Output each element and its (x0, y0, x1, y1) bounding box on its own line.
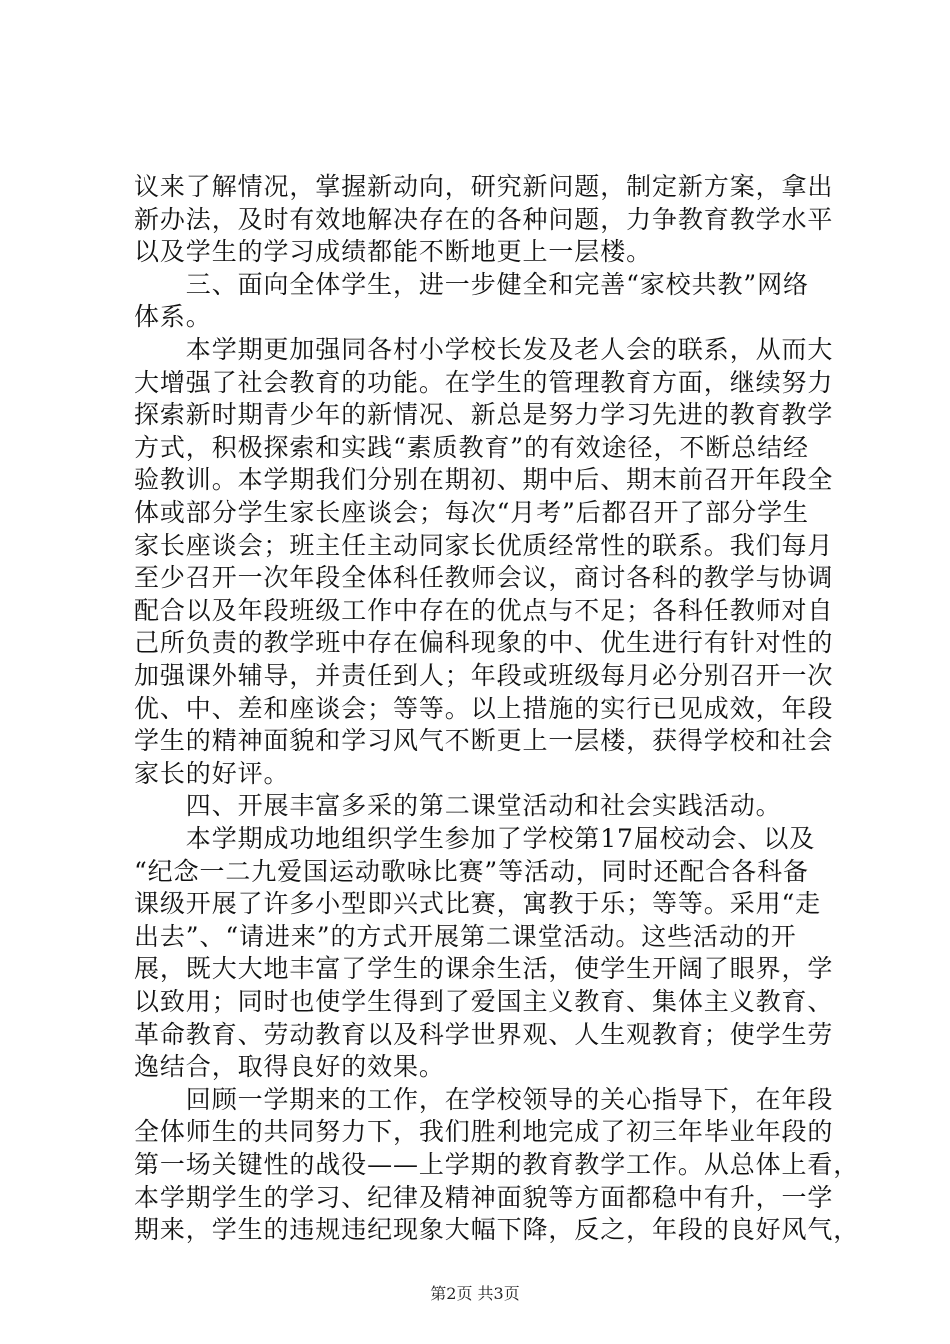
text-line: 第一场关键性的战役——上学期的教育教学工作。从总体上看， (134, 1150, 860, 1179)
text-line: 出去”、“请进来”的方式开展第二课堂活动。这些活动的开 (134, 921, 797, 951)
text-line: 以致用；同时也使学生得到了爱国主义教育、集体主义教育、 (134, 987, 834, 1016)
text-line: 加强课外辅导，并责任到人；年段或班级每月必分别召开一次 (134, 661, 834, 690)
text-line: 优、中、差和座谈会；等等。以上措施的实行已见成效，年段 (134, 693, 834, 723)
text-line: “纪念一二九爱国运动歌咏比赛”等活动，同时还配合各科备 (134, 856, 809, 886)
text-line: 验教训。本学期我们分别在期初、期中后、期末前召开年段全 (134, 465, 834, 495)
text-line: 期来，学生的违规违纪现象大幅下降，反之，年段的良好风气， (134, 1215, 860, 1245)
text-line: 本学期成功地组织学生参加了学校第17届校动会、以及 (134, 824, 816, 853)
text-line: 大增强了社会教育的功能。在学生的管理教育方面，继续努力 (134, 367, 834, 397)
text-line: 探索新时期青少年的新情况、新总是努力学习先进的教育教学 (134, 400, 834, 430)
text-line: 新办法，及时有效地解决存在的各种问题，力争教育教学水平 (134, 204, 834, 234)
text-line: 方式，积极探索和实践“素质教育”的有效途径，不断总结经 (134, 432, 809, 462)
text-line: 本学期更加强同各村小学校长发及老人会的联系，从而大 (134, 335, 834, 364)
text-line: 课级开展了许多小型即兴式比赛，寓教于乐；等等。采用“走 (134, 889, 822, 919)
text-line: 至少召开一次年段全体科任教师会议，商讨各科的教学与协调 (134, 563, 834, 593)
text-line: 议来了解情况，掌握新动向，研究新问题，制定新方案，拿出 (134, 172, 834, 201)
text-line: 展，既大大地丰富了学生的课余生活，使学生开阔了眼界，学 (134, 954, 834, 984)
text-line: 全体师生的共同努力下，我们胜利地完成了初三年毕业年段的 (134, 1117, 834, 1147)
text-line: 革命教育、劳动教育以及科学世界观、人生观教育；使学生劳 (134, 1019, 834, 1049)
text-line: 家长座谈会；班主任主动同家长优质经常性的联系。我们每月 (134, 530, 834, 560)
page-number-label: 第2页 共3页 (430, 1284, 520, 1303)
text-line: 体系。 (134, 302, 212, 332)
text-line: 本学期学生的学习、纪律及精神面貌等方面都稳中有升，一学 (134, 1182, 834, 1212)
text-line: 学生的精神面貌和学习风气不断更上一层楼，获得学校和社会 (134, 726, 834, 756)
text-line: 三、面向全体学生，进一步健全和完善“家校共教”网络 (134, 269, 809, 299)
text-line: 回顾一学期来的工作，在学校领导的关心指导下，在年段 (134, 1084, 834, 1114)
text-line: 四、开展丰富多采的第二课堂活动和社会实践活动。 (134, 791, 782, 821)
text-line: 己所负责的教学班中存在偏科现象的中、优生进行有针对性的 (134, 628, 834, 658)
text-line: 配合以及年段班级工作中存在的优点与不足；各科任教师对自 (134, 595, 834, 625)
page-footer (0, 1283, 950, 1305)
text-line: 体或部分学生家长座谈会；每次“月考”后都召开了部分学生 (134, 498, 809, 527)
text-line: 逸结合，取得良好的效果。 (134, 1052, 445, 1082)
text-line: 以及学生的学习成绩都能不断地更上一层楼。 (134, 237, 653, 267)
text-line: 家长的好评。 (134, 758, 290, 788)
